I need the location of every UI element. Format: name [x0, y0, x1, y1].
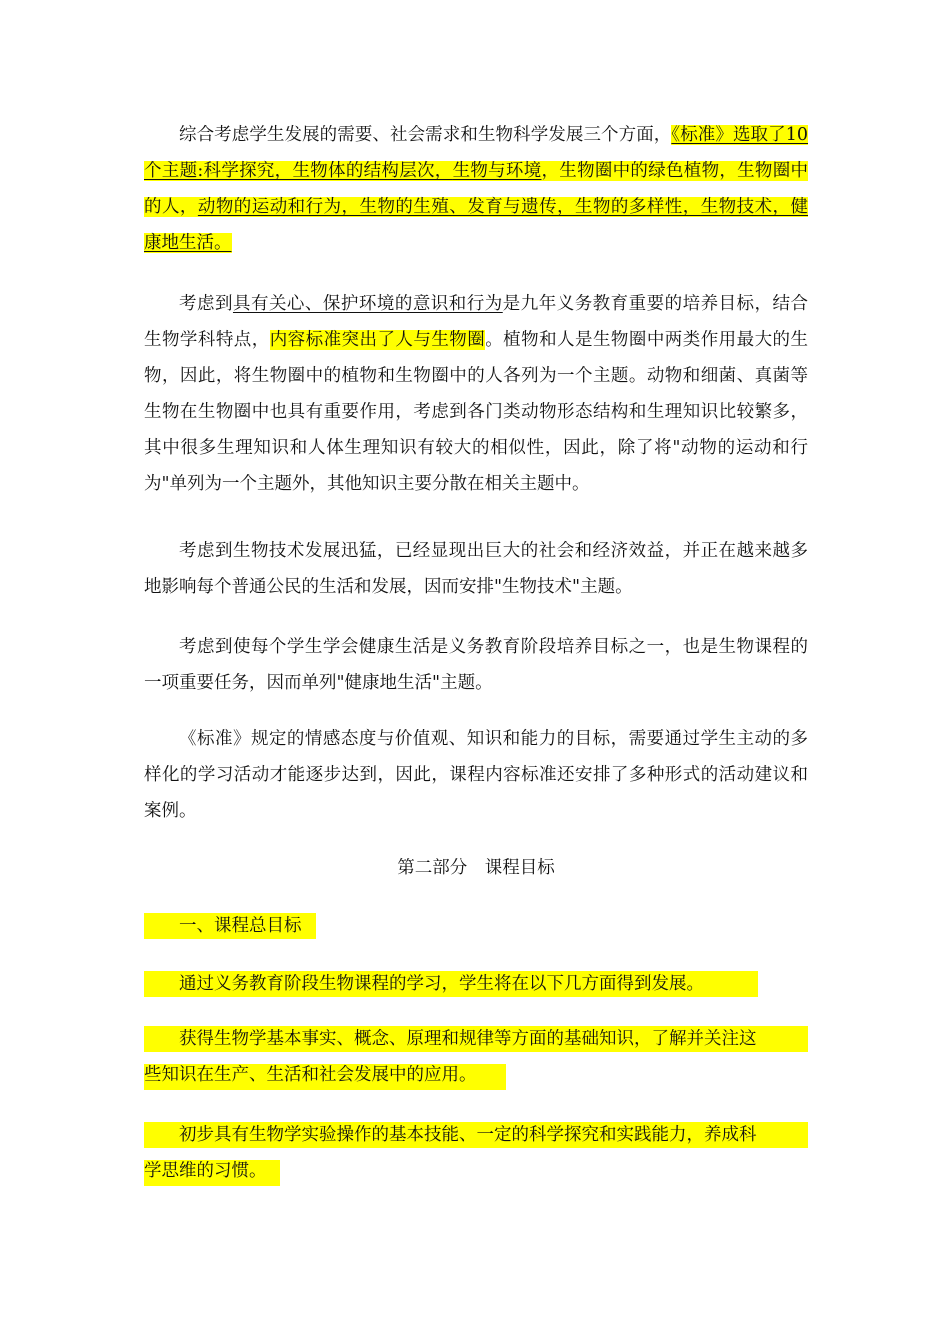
goal-item-skills	[144, 1117, 808, 1189]
themes-highlight-start: 《标准》选取了10个主题:科学探究，生物体的结构层次，	[144, 125, 808, 181]
themes-highlight-end: 动物的运动和行为，生物的生殖、发育与遗传，生物的多样性，生物技术，健康地生活。	[144, 197, 808, 253]
paragraph-themes	[144, 117, 808, 261]
biosphere-highlight: 内容标准突出了人与生物圈	[269, 330, 486, 350]
paragraph-health: 考虑到使每个学生学会健康生活是义务教育阶段培养目标之一，也是生物课程的一项重要任务，因而单列"健康地生活"主题。	[144, 637, 808, 693]
goal-item1-line1: 获得生物学基本事实、概念、原理和规律等方面的基础知识，了解并关注这	[179, 1029, 757, 1049]
goal-item-knowledge	[144, 1021, 808, 1093]
paragraph-biosphere	[144, 286, 808, 502]
themes-intro-text: 综合考虑学生发展的需要、社会需求和生物科学发展三个方面，	[179, 125, 672, 145]
themes-highlight-environment: 生物与环境	[452, 161, 542, 181]
paragraph-biotech: 考虑到生物技术发展迅猛，已经显现出巨大的社会和经济效益，并正在越来越多地影响每个普通公民的生活和发展，因而安排"生物技术"主题。	[144, 541, 808, 597]
biosphere-text-middle: 是九年义务教育重要的培养目标，结合生物学科特点，	[144, 294, 809, 350]
goal-item2-line2: 学思维的习惯。	[144, 1161, 267, 1181]
biosphere-underlined-goal: 具有关心、保护环境的意识和行为	[232, 294, 503, 314]
goal-heading: 一、课程总目标	[179, 916, 302, 936]
goal-item2-line1: 初步具有生物学实验操作的基本技能、一定的科学探究和实践能力，养成科	[179, 1125, 757, 1145]
section-title: 第二部分 课程目标	[397, 858, 555, 878]
goal-item1-line2: 些知识在生产、生活和社会发展中的应用。	[144, 1065, 477, 1085]
themes-highlight-middle: ，生物圈中的绿色植物，生物圈中的人，	[144, 161, 809, 217]
biosphere-text-start: 考虑到	[179, 294, 233, 314]
paragraph-activities: 《标准》规定的情感态度与价值观、知识和能力的目标，需要通过学生主动的多样化的学习活动才能逐步达到，因此，课程内容标准还安排了多种形式的活动建议和案例。	[144, 729, 808, 821]
goal-intro: 通过义务教育阶段生物课程的学习，学生将在以下几方面得到发展。	[179, 974, 704, 994]
biosphere-text-end: 。植物和人是生物圈中两类作用最大的生物，因此，将生物圈中的植物和生物圈中的人各列为一个主题。动物和细菌、真菌等生物在生物圈中也具有重要作用，考虑到各门类动物形态结构和生理知识比较繁多，其中很多生理知识和人体生理知识有较大的相似性，因此，除了将"动物的运动和行为"单列为一个主题外，其他知识主要分散在相关主题中。	[144, 330, 809, 494]
